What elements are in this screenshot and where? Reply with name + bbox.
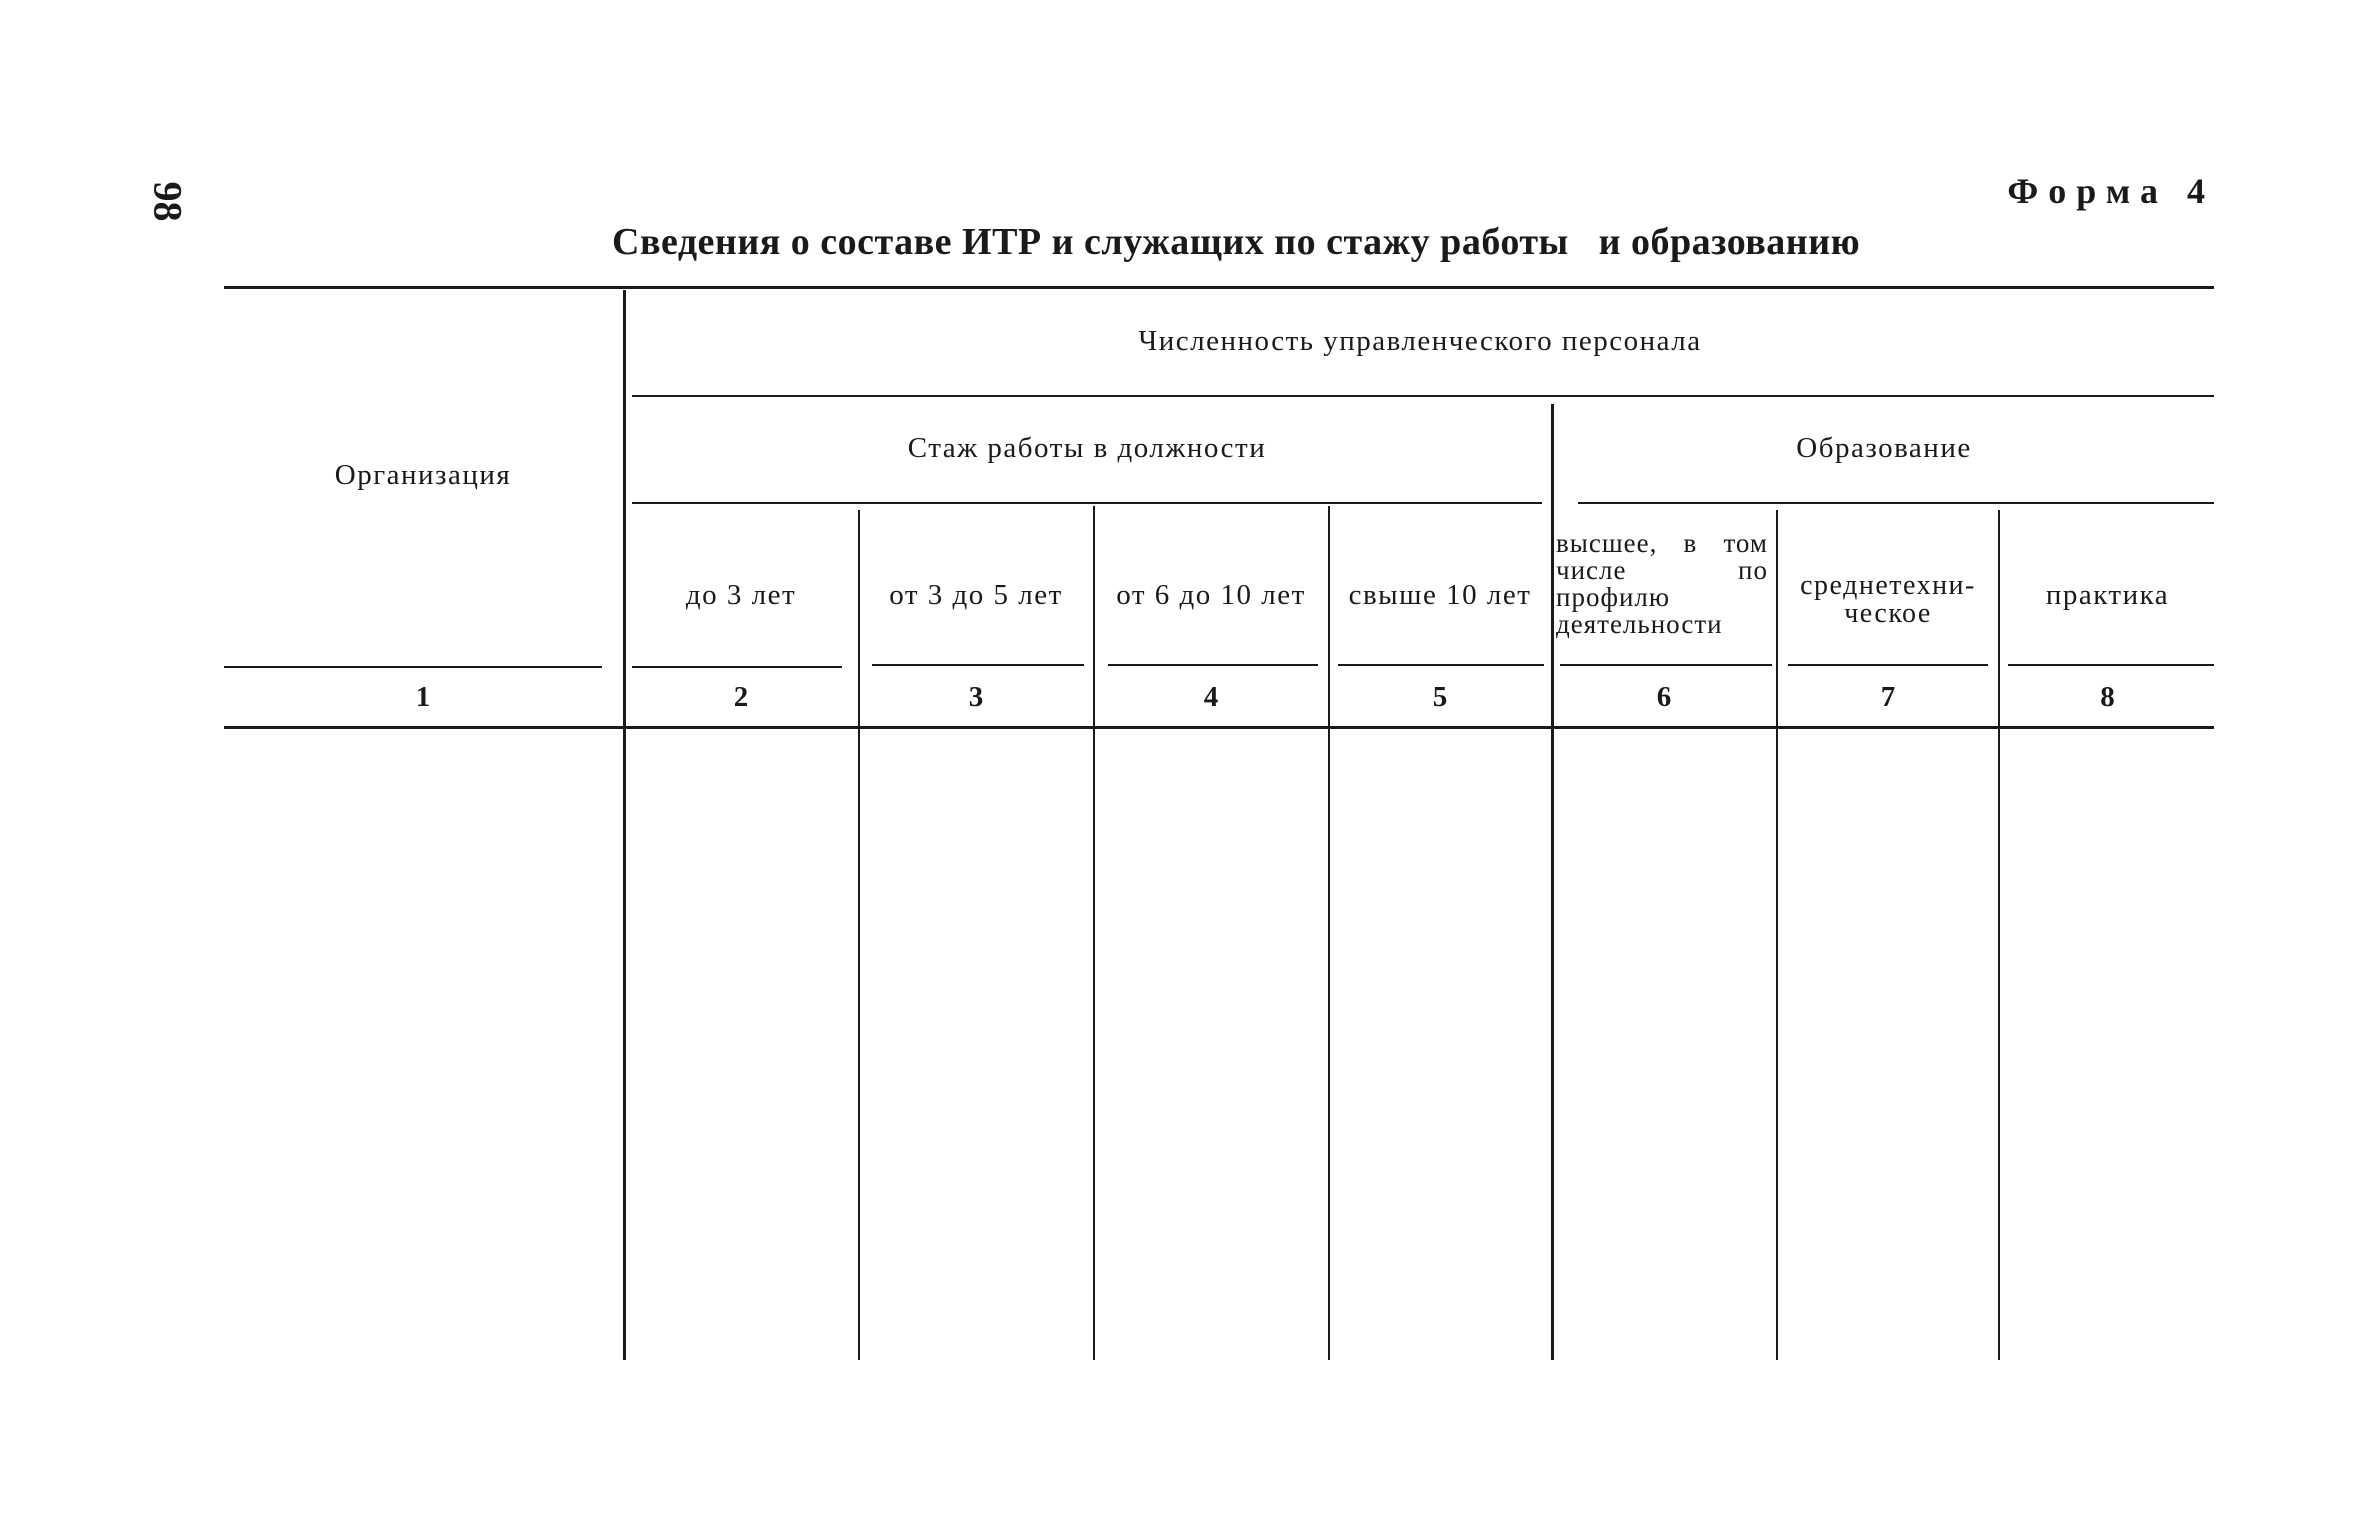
group-header-rule [632, 395, 2214, 397]
education-header-rule [1578, 502, 2214, 504]
personnel-count-header: Численность управленческого персонала [1138, 324, 1702, 357]
column-header-rule-org [224, 666, 602, 668]
vline-col-2-3 [858, 510, 860, 1360]
education-secondary-line-1: среднетехни- [1800, 570, 1976, 601]
document-title: Сведения о составе ИТР и служащих по стажу работы и образованию [612, 221, 1861, 263]
column-header-education-practice: практика [2045, 578, 2170, 611]
column-header-rule-6 [1560, 664, 1772, 666]
form-label: Форма 4 [2007, 171, 2215, 211]
column-header-experience-3: от 6 до 10 лет [1116, 578, 1306, 611]
table-top-rule [224, 286, 2214, 289]
vline-col-6-7 [1776, 510, 1778, 1360]
column-number-8: 8 [2100, 680, 2115, 713]
column-header-experience-1: до 3 лет [685, 578, 797, 611]
column-number-2: 2 [733, 680, 749, 713]
column-header-rule-5 [1338, 664, 1544, 666]
education-secondary-line-2: ческое [1844, 598, 1932, 629]
page-number: 98 [145, 181, 191, 222]
column-header-rule-4 [1108, 664, 1318, 666]
column-header-education-higher: высшее, в том числе по профилю деятельности [1556, 528, 1768, 639]
column-header-rule-7 [1788, 664, 1988, 666]
organization-header: Организация [334, 458, 512, 491]
vline-col-7-8 [1998, 510, 2000, 1360]
column-header-rule-8 [2008, 664, 2214, 666]
column-header-rule-2 [632, 666, 842, 668]
vline-col-4-5 [1328, 506, 1330, 1360]
column-header-rule-3 [872, 664, 1084, 666]
numbers-bottom-rule [224, 726, 2214, 729]
column-number-7: 7 [1880, 680, 1896, 713]
column-number-6: 6 [1656, 680, 1672, 713]
column-header-experience-4: свыше 10 лет [1348, 578, 1532, 611]
education-header: Образование [1796, 431, 1972, 464]
column-number-4: 4 [1203, 680, 1219, 713]
experience-header: Стаж работы в должности [907, 431, 1267, 464]
column-number-3: 3 [968, 680, 984, 713]
column-number-1: 1 [415, 680, 431, 713]
column-number-5: 5 [1432, 680, 1448, 713]
experience-header-rule [632, 502, 1542, 504]
vline-experience-education [1551, 404, 1554, 1360]
column-header-experience-2: от 3 до 5 лет [889, 578, 1063, 611]
vline-col-3-4 [1093, 506, 1095, 1360]
column-header-education-secondary [1779, 540, 1997, 660]
